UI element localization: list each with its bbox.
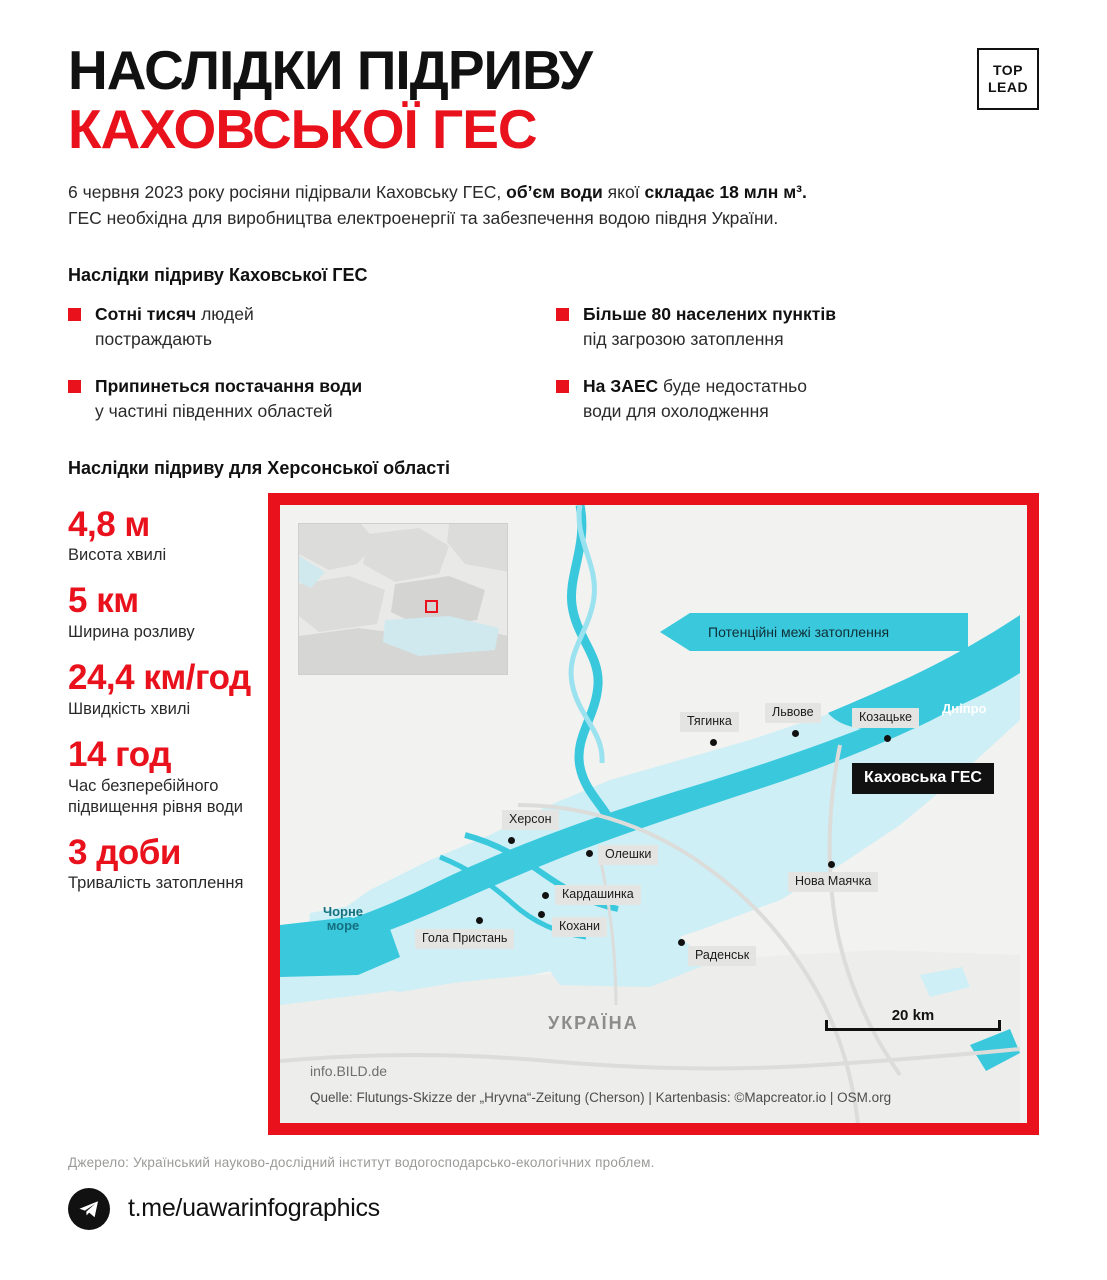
consequence-rest: людей [196,304,254,325]
stat-value: 4,8 м [68,504,150,544]
city-label-kardashynka: Кардашинка [555,885,641,906]
stat-label: Висота хвилі [68,546,167,565]
flood-arrow-label: Потенційні межі затоплення [708,623,890,640]
map-credit-sources: Quelle: Flutungs-Skizze der „Hryvna“-Zeitung (Cherson) | Kartenbasis: ©Mapcreator.io | OSM.org [310,1089,892,1105]
city-dot [538,911,545,918]
sea-label-line2: море [326,918,360,934]
kherson-heading: Наслідки підриву для Херсонської області [68,457,451,478]
consequence-second: у частині південних областей [95,400,333,421]
stat-value: 3 доби [68,832,181,872]
telegram-footer[interactable] [68,1188,1039,1230]
consequence-item [68,302,530,352]
stat-flood-duration [68,832,268,895]
arrow-head-icon [660,613,690,651]
stat-value: 24,4 км/год [68,658,251,698]
logo-top-text: TOP [992,61,1024,78]
stats-column [68,493,268,912]
river-label-dnipro: Дніпро [942,700,987,716]
page-title-line2: КАХОВСЬКОЇ ГЕС [68,98,537,161]
city-label-nova-mayachka: Нова Маячка [788,872,878,893]
square-bullet-icon [556,380,569,393]
flood-boundary-arrow [660,613,968,651]
flood-map [280,505,1027,1123]
consequence-second: води для охолодження [583,400,769,421]
map-credit-bild: info.BILD.de [310,1062,388,1079]
consequence-item [556,374,1018,424]
stat-rise-duration [68,734,268,818]
city-dot [542,892,549,899]
city-label-hola-prystan: Гола Пристань [415,929,514,950]
locator-inset-map [298,523,508,675]
stats-and-map [68,493,1039,1135]
logo-bottom-text: LEAD [987,79,1029,95]
city-dot [710,739,717,746]
page-title-line1: НАСЛІДКИ ПІДРИВУ [68,39,592,101]
toplead-logo [977,48,1039,110]
city-dot [586,850,593,857]
city-dot [828,861,835,868]
consequence-item [68,374,530,424]
square-bullet-icon [556,308,569,321]
sea-label-line1: Чорне [322,903,364,919]
city-dot [792,730,799,737]
consequence-bold: На ЗАЕС [583,375,659,396]
square-bullet-icon [68,380,81,393]
telegram-handle[interactable]: t.me/uawarinfographics [128,1194,380,1222]
city-dot [476,917,483,924]
stat-value: 5 км [68,581,139,621]
map-frame [268,493,1039,1135]
city-label-oleshky: Олешки [598,845,658,866]
stat-label: Ширина розливу [68,622,195,641]
stat-flood-width [68,583,268,643]
source-note: Джерело: Український науково-дослідний інститут водогосподарсько-екологічних проблем. [68,1154,655,1170]
black-sea-label [308,905,378,935]
stat-label: Час безперебійного підвищення рівня води [68,776,243,816]
consequence-item [556,302,1018,352]
square-bullet-icon [68,308,81,321]
city-label-kozatske: Козацьке [852,708,919,729]
kakhovka-dam-label: Каховська ГЕС [852,763,994,794]
consequence-bold: Більше 80 населених пунктів [583,304,836,325]
consequence-second: під загрозою затоплення [583,328,784,349]
intro-bold1: об’єм води [506,182,603,203]
inset-location-marker [425,600,438,613]
city-dot [678,939,685,946]
stat-wave-height [68,504,268,567]
city-dot [508,837,515,844]
map-scale-bar [825,1007,1001,1031]
intro-line2: ГЕС необхідна для виробництва електроенергії та забезпечення водою півдня України. [68,207,779,228]
intro-part2: якої [602,182,645,203]
header [68,0,1039,161]
stat-label: Тривалість затоплення [68,874,244,893]
consequence-bold: Сотні тисяч [95,304,197,325]
city-label-radensk: Раденськ [688,946,756,967]
telegram-glyph [77,1197,101,1221]
city-label-tyahynka: Тягинка [680,712,739,733]
country-label: УКРАЇНА [548,1012,639,1033]
consequence-bold: Припинеться постачання води [95,375,363,396]
intro-bold2: складає 18 млн м³. [644,182,807,203]
city-label-lvove: Львове [765,703,821,724]
consequences-heading: Наслідки підриву Каховської ГЕС [68,265,368,286]
stat-wave-speed [68,660,268,720]
inset-graphics [299,524,508,675]
intro-part1: 6 червня 2023 року росіяни підірвали Каховську ГЕС, [68,182,507,203]
consequences-grid [68,302,1018,423]
consequence-second: постраждають [95,328,212,349]
stat-label: Швидкість хвилі [68,699,191,718]
consequence-rest: буде недостатньо [658,375,808,396]
city-dot [884,735,891,742]
stat-value: 14 год [68,734,171,774]
city-label-kherson: Херсон [502,810,559,831]
scale-line [825,1028,1001,1031]
scale-label: 20 km [891,1006,935,1024]
city-label-kokhany: Кохани [552,917,607,938]
intro-paragraph [68,180,1003,231]
telegram-icon[interactable] [68,1188,110,1230]
